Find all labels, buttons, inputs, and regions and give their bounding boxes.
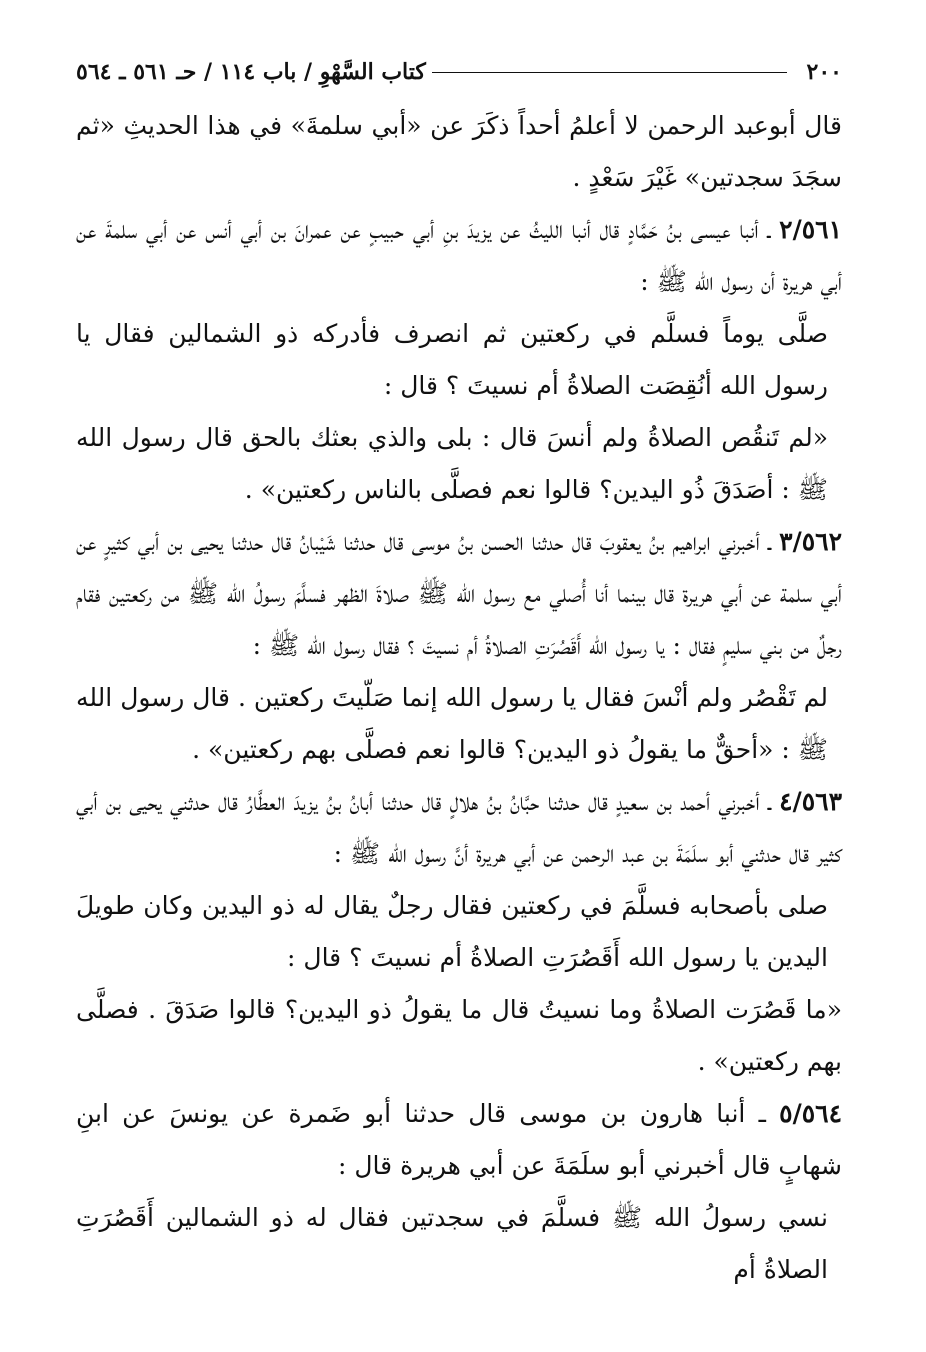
paragraph: [76, 516, 842, 672]
paragraph: [76, 412, 828, 516]
paragraph-text: ـ أنبا هارون بن موسى قال حدثنا أبو ضَمرة عن يونسَ عن ابنِ شهابٍ قال أخبرني أبو سلَمَةَ عن أبي هريرة قال :: [76, 1099, 842, 1180]
paragraph: [76, 776, 842, 880]
page-number: ٢٠٠: [806, 59, 842, 85]
hadith-number: ٢/٥٦١: [779, 215, 842, 244]
page-header: [76, 52, 842, 92]
paragraph: [76, 308, 828, 412]
paragraph-text: لم تَقْصُر ولم أنْسَ فقال يا رسول الله إنما صَلّيتَ ركعتين . قال رسول الله ﷺ : «أحقٌّ ما يقولُ ذو اليدين؟ قالوا نعم فصلَّى بهم ركعتين» .: [76, 683, 828, 764]
paragraph: [76, 100, 842, 204]
paragraph-text: ـ أنبا عيسى بنُ حَمَّادٍ قال أنبا الليثُ عن يزيدَ بنِ أبي حبيبٍ عن عمرانَ بن أبي أنس عن أبي سلمةَ عن أبي هريرة أن رسول الله ﷺ :: [76, 215, 842, 296]
paragraph-text: ـ أخبرني أحمد بن سعيدٍ قال حدثنا حبَّانُ بنُ هلالٍ قال حدثنا أبانُ بنُ يزيدَ العطَّارُ قال حدثني يحيى بن أبي كثير قال حدثني أبو سلَمَةَ بن عبد الرحمن عن أبي هريرة أنَّ رسول الله ﷺ :: [76, 787, 842, 868]
paragraph: [76, 1192, 828, 1296]
paragraph: [76, 204, 842, 308]
page-body: [76, 100, 842, 1296]
paragraph: [76, 984, 842, 1088]
paragraph-text: صلَّى يوماً فسلَّم في ركعتين ثم انصرف فأدركه ذو الشمالين فقال يا رسول الله أنُقِصَت الصلاةُ أم نسيتَ ؟ قال :: [76, 319, 828, 400]
paragraph: [76, 880, 828, 984]
paragraph: [76, 1088, 842, 1192]
hadith-number: ٥/٥٦٤: [779, 1099, 842, 1128]
header-rule: [432, 72, 787, 73]
paragraph-text: صلى بأصحابه فسلَّمَ في ركعتين فقال رجلٌ يقال له ذو اليدين وكان طويلَ اليدين يا رسول الله أَقَصُرَتِ الصلاةُ أم نسيتَ ؟ قال :: [76, 891, 828, 972]
paragraph-text: نسي رسولُ الله ﷺ فسلَّمَ في سجدتين فقال له ذو الشمالين أَقَصُرَتِ الصلاةُ أم: [76, 1203, 828, 1284]
hadith-number: ٤/٥٦٣: [779, 787, 842, 816]
running-title: كتاب السَّهْوِ / باب ١١٤ / حـ ٥٦١ ـ ٥٦٤: [76, 59, 426, 85]
paragraph-text: «ما قَصُرَت الصلاةُ وما نسيتُ قال ما يقولُ ذو اليدين؟ قالوا صَدَقَ . فصلَّى بهم ركعتين» .: [76, 995, 842, 1076]
paragraph-text: قال أبوعبد الرحمن لا أعلمُ أحداً ذكَرَ عن «أبي سلمةَ» في هذا الحديثِ «ثم سجَدَ سجدتين» غَيْرَ سَعْدٍ .: [76, 111, 842, 192]
paragraph: [76, 672, 828, 776]
paragraph-text: ـ أخبرني ابراهيم بنُ يعقوبَ قال حدثنا الحسن بنُ موسى قال حدثنا شَيْبانُ قال حدثنا يحيى بن أبي كثيرٍ عن أبي سلمة عن أبي هريرة قال بينما أنا أُصلي مع رسول الله ﷺ صلاةَ الظهر فسلَّمَ رسولُ الله ﷺ من ركعتين فقام رجلٌ من بني سليمٍ فقال : يا رسول الله أَقَصُرَتِ الصلاةُ أم نسيتَ ؟ فقال رسول الله ﷺ :: [76, 527, 842, 660]
paragraph-text: «لم تَنقُص الصلاةُ ولم أنسَ قال : بلى والذي بعثك بالحق قال رسول الله ﷺ : أصَدَقَ ذُو اليدين؟ قالوا نعم فصلَّى بالناس ركعتين» .: [76, 423, 828, 504]
hadith-number: ٣/٥٦٢: [779, 527, 842, 556]
